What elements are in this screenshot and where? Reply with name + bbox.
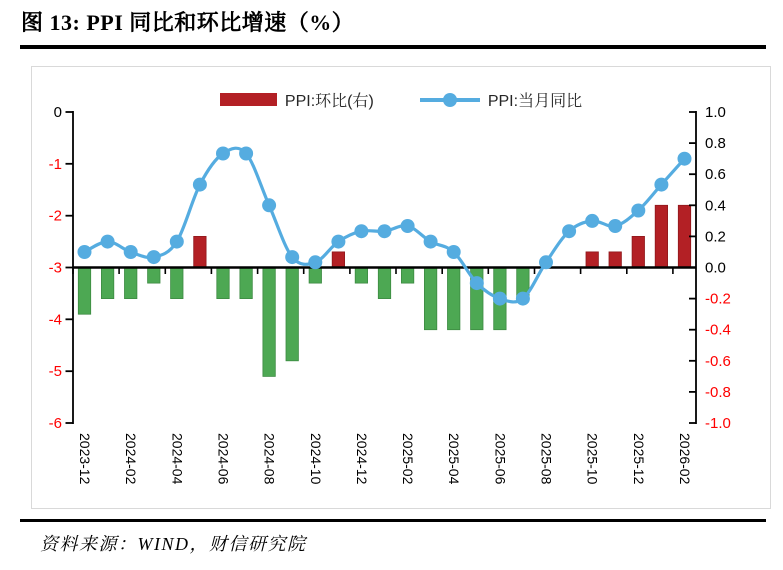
svg-text:2025-08: 2025-08	[538, 433, 555, 485]
svg-text:1.0: 1.0	[705, 104, 726, 121]
svg-text:2025-04: 2025-04	[446, 433, 463, 485]
svg-text:0.0: 0.0	[705, 259, 726, 277]
legend-bar-swatch-icon	[220, 93, 277, 106]
svg-text:0.6: 0.6	[705, 166, 726, 184]
chart-area	[31, 66, 771, 509]
bottom-rule	[20, 519, 766, 522]
svg-text:0.8: 0.8	[705, 135, 726, 153]
svg-text:2024-12: 2024-12	[353, 433, 370, 485]
svg-text:2025-06: 2025-06	[492, 433, 509, 485]
svg-text:-6: -6	[48, 415, 62, 432]
svg-text:2024-04: 2024-04	[169, 433, 186, 485]
legend-item-yoy	[420, 88, 582, 111]
svg-text:2023-12: 2023-12	[77, 433, 93, 485]
svg-text:2026-02: 2026-02	[677, 433, 693, 485]
axes-layer	[66, 111, 697, 424]
svg-text:0: 0	[53, 104, 62, 121]
x-axis-labels	[77, 433, 693, 485]
svg-text:-0.8: -0.8	[705, 383, 731, 401]
legend-label-mom: PPI:环比(右)	[284, 93, 374, 110]
svg-text:2025-12: 2025-12	[630, 433, 647, 485]
title-rule	[20, 45, 766, 49]
svg-text:-0.6: -0.6	[705, 352, 731, 370]
source-note: 资料来源：WIND，财信研究院	[40, 534, 307, 554]
svg-text:-0.4: -0.4	[705, 321, 731, 339]
svg-text:0.2: 0.2	[705, 228, 726, 246]
ppi-chart-svg	[32, 67, 770, 508]
legend-line-swatch-icon	[420, 98, 480, 102]
left-axis-labels	[49, 104, 62, 432]
svg-text:-1.0: -1.0	[705, 415, 731, 432]
figure-title: 图 13: PPI 同比和环比增速（%）	[21, 10, 355, 35]
svg-text:2025-10: 2025-10	[584, 433, 601, 485]
svg-text:-2: -2	[48, 207, 62, 225]
chart-legend	[32, 88, 770, 111]
legend-label-yoy: PPI:当月同比	[487, 93, 583, 110]
svg-text:-3: -3	[48, 259, 62, 277]
right-axis-labels	[705, 104, 731, 432]
svg-text:-5: -5	[48, 363, 62, 381]
legend-line-marker-icon	[443, 93, 457, 107]
svg-text:2025-02: 2025-02	[400, 433, 417, 485]
svg-text:2024-08: 2024-08	[261, 433, 278, 485]
svg-text:0.4: 0.4	[705, 197, 726, 215]
svg-text:2024-10: 2024-10	[307, 433, 324, 485]
legend-item-mom	[220, 88, 374, 111]
svg-text:2024-06: 2024-06	[215, 433, 232, 485]
svg-text:-0.2: -0.2	[705, 290, 731, 308]
svg-text:2024-02: 2024-02	[123, 433, 140, 485]
svg-text:-1: -1	[48, 155, 62, 173]
svg-text:-4: -4	[48, 311, 62, 329]
